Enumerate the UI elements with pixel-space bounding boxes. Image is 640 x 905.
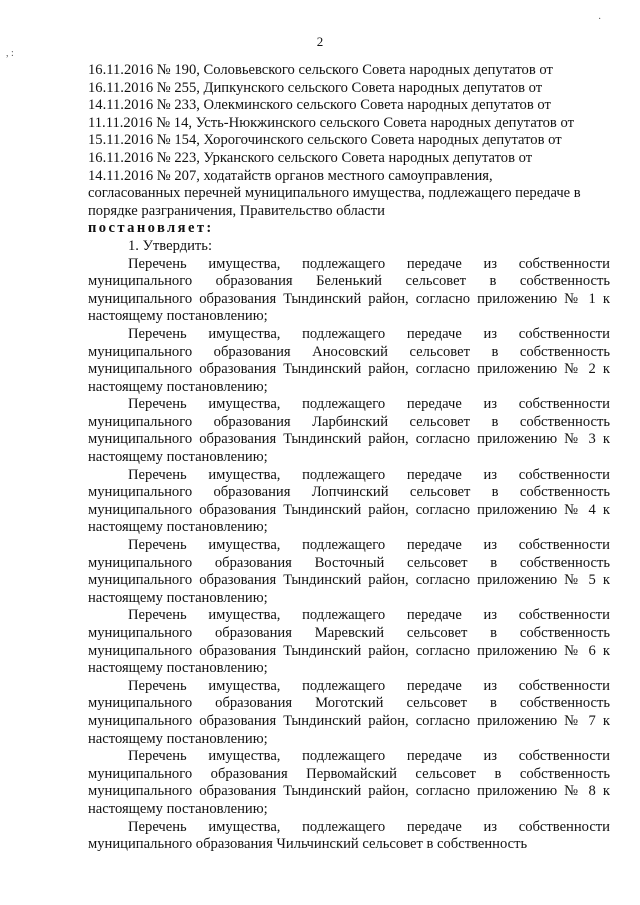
scan-speck: , : bbox=[6, 48, 14, 59]
list-item: Перечень имущества, подлежащего передаче из собственности муниципального образования Восточный сельсовет в собственность муниципального образования Тындинский район, согласно приложению № 5 к настоящему постановлению; bbox=[88, 537, 610, 606]
intro-line: 16.11.2016 № 223, Урканского сельского Совета народных депутатов от bbox=[88, 149, 533, 166]
list-item: Перечень имущества, подлежащего передаче из собственности муниципального образования Чильчинский сельсовет в собственность bbox=[88, 818, 610, 853]
page-number: 2 bbox=[316, 34, 324, 49]
list-item: Перечень имущества, подлежащего передаче из собственности муниципального образования Маревский сельсовет в собственность муниципального образования Тындинский район, согласно приложению № 6 к настоящему постановлению; bbox=[88, 607, 610, 677]
list-item: Перечень имущества, подлежащего передаче из собственности муниципального образования Беленький сельсовет в собственность муниципального образования Тындинский район, согласно приложению № 1 к настоящему постановлению; bbox=[88, 255, 610, 325]
scan-speck: · bbox=[598, 14, 602, 25]
intro-paragraph bbox=[88, 62, 610, 220]
clause-1: 1. Утвердить: bbox=[128, 237, 213, 254]
intro-line: порядке разграничения, Правительство области bbox=[88, 202, 385, 219]
intro-line: 16.11.2016 № 190, Соловьевского сельского Совета народных депутатов от bbox=[88, 62, 553, 78]
intro-line: согласованных перечней муниципального имущества, подлежащего передаче в bbox=[88, 185, 581, 202]
resolves-heading: постановляет: bbox=[88, 220, 214, 237]
list-item: Перечень имущества, подлежащего передаче из собственности муниципального образования Первомайский сельсовет в собственность муниципального образования Тындинский район, согласно приложению № 8 к настоящему постановлению; bbox=[88, 748, 610, 817]
list-item: Перечень имущества, подлежащего передаче из собственности муниципального образования Ларбинский сельсовет в собственность муниципального образования Тындинский район, согласно приложению № 3 к настоящему постановлению; bbox=[88, 396, 610, 466]
intro-line: 14.11.2016 № 207, ходатайств органов местного самоуправления, bbox=[88, 167, 493, 184]
list-item: Перечень имущества, подлежащего передаче из собственности муниципального образования Лопчинский сельсовет в собственность муниципального образования Тындинский район, согласно приложению № 4 к настоящему постановлению; bbox=[88, 466, 610, 536]
list-item: Перечень имущества, подлежащего передаче из собственности муниципального образования Аносовский сельсовет в собственность муниципального образования Тындинский район, согласно приложению № 2 к настоящему постановлению; bbox=[88, 325, 610, 395]
document-body bbox=[88, 62, 610, 854]
intro-line: 14.11.2016 № 233, Олекминского сельского Совета народных депутатов от bbox=[88, 97, 551, 114]
list-item: Перечень имущества, подлежащего передаче из собственности муниципального образования Моготский сельсовет в собственность муниципального образования Тындинский район, согласно приложению № 7 к настоящему постановлению; bbox=[88, 677, 610, 747]
intro-line: 15.11.2016 № 154, Хорогочинского сельского Совета народных депутатов от bbox=[88, 132, 562, 149]
intro-line: 11.11.2016 № 14, Усть-Нюкжинского сельского Совета народных депутатов от bbox=[88, 114, 574, 131]
intro-line: 16.11.2016 № 255, Дипкунского сельского Совета народных депутатов от bbox=[88, 79, 543, 96]
